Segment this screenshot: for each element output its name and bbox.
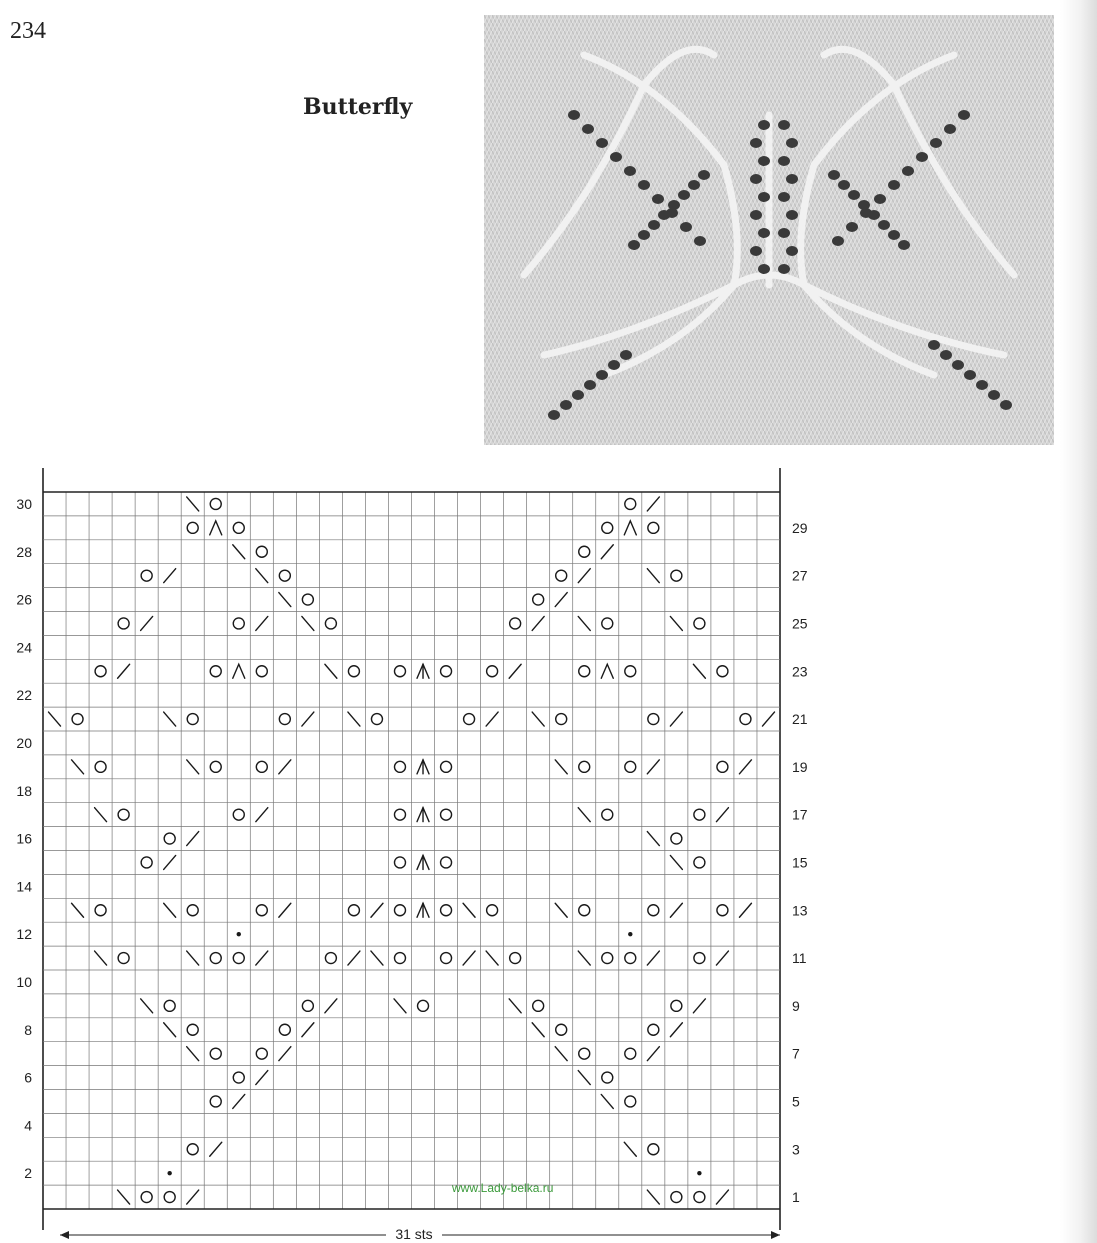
chart-grid	[43, 468, 780, 1230]
chart-symbol	[578, 569, 590, 583]
row-number-24: 24	[16, 639, 32, 656]
chart-symbol	[167, 1171, 171, 1175]
chart-symbol	[210, 1142, 222, 1156]
chart-symbol	[694, 809, 705, 820]
chart-symbol	[556, 714, 567, 725]
chart-symbol	[95, 951, 107, 965]
chart-symbol	[417, 808, 429, 822]
chart-symbol	[694, 1192, 705, 1203]
chart-symbol	[256, 569, 268, 583]
chart-symbol	[648, 522, 659, 533]
chart-symbol	[441, 809, 452, 820]
chart-symbol	[670, 855, 682, 869]
chart-symbol	[555, 903, 567, 917]
stitch-count-label: 31 sts	[395, 1226, 433, 1242]
chart-symbol	[671, 1192, 682, 1203]
row-number-6: 6	[24, 1069, 32, 1086]
chart-symbol	[394, 905, 405, 916]
knitting-chart	[0, 460, 1097, 1243]
chart-symbol	[233, 618, 244, 629]
chart-symbol	[348, 951, 360, 965]
chart-symbol	[487, 905, 498, 916]
row-number-3: 3	[792, 1141, 800, 1158]
chart-symbol	[648, 905, 659, 916]
row-number-14: 14	[16, 878, 32, 895]
chart-symbol	[463, 951, 475, 965]
chart-symbol	[417, 664, 429, 678]
chart-symbol	[717, 905, 728, 916]
chart-symbol	[670, 1023, 682, 1037]
chart-symbol	[441, 666, 452, 677]
chart-symbol	[256, 666, 267, 677]
chart-symbol	[164, 712, 176, 726]
chart-symbol	[647, 1047, 659, 1061]
chart-symbol	[556, 1024, 567, 1035]
chart-symbol	[164, 903, 176, 917]
chart-symbol	[648, 714, 659, 725]
chart-symbol	[72, 714, 83, 725]
row-number-2: 2	[24, 1165, 32, 1182]
row-number-7: 7	[792, 1045, 800, 1062]
chart-symbol	[602, 953, 613, 964]
chart-symbol	[556, 570, 567, 581]
chart-symbol	[647, 569, 659, 583]
chart-symbol	[417, 903, 429, 917]
chart-symbol	[233, 522, 244, 533]
chart-symbol	[233, 545, 245, 559]
chart-symbol	[717, 761, 728, 772]
chart-symbol	[141, 570, 152, 581]
chart-symbol	[118, 664, 130, 678]
chart-symbol	[233, 809, 244, 820]
chart-symbol	[210, 666, 221, 677]
chart-symbol	[601, 664, 613, 678]
chart-symbol	[279, 1024, 290, 1035]
chart-symbol	[394, 857, 405, 868]
chart-symbol	[418, 1000, 429, 1011]
chart-symbol	[671, 570, 682, 581]
chart-symbol	[602, 809, 613, 820]
chart-symbol	[233, 1094, 245, 1108]
chart-symbol	[49, 712, 61, 726]
chart-symbol	[118, 1190, 130, 1204]
chart-symbol	[95, 905, 106, 916]
chart-symbol	[164, 569, 176, 583]
row-number-22: 22	[16, 687, 32, 704]
chart-symbol	[118, 809, 129, 820]
chart-symbol	[371, 903, 383, 917]
chart-symbol	[233, 664, 245, 678]
chart-symbol	[348, 905, 359, 916]
chart-symbol	[279, 1047, 291, 1061]
chart-symbol	[628, 932, 632, 936]
chart-symbol	[694, 618, 705, 629]
row-number-8: 8	[24, 1021, 32, 1038]
chart-symbol	[532, 712, 544, 726]
chart-symbol	[694, 953, 705, 964]
row-number-16: 16	[16, 830, 32, 847]
chart-symbol	[187, 497, 199, 511]
stitch-count-indicator	[60, 1225, 780, 1243]
row-number-11: 11	[792, 950, 807, 967]
chart-symbol	[279, 760, 291, 774]
chart-symbol	[716, 1190, 728, 1204]
chart-symbol	[670, 903, 682, 917]
chart-symbol	[670, 712, 682, 726]
swatch-photo	[484, 15, 1054, 445]
chart-symbol	[441, 953, 452, 964]
chart-symbol	[671, 833, 682, 844]
chart-symbol	[601, 1094, 613, 1108]
chart-symbol	[348, 712, 360, 726]
chart-symbol	[624, 1142, 636, 1156]
chart-symbol	[348, 666, 359, 677]
page-number: 234	[10, 18, 46, 44]
chart-symbol	[210, 498, 221, 509]
row-number-25: 25	[792, 615, 808, 632]
chart-symbol	[256, 1048, 267, 1059]
chart-symbol	[533, 1000, 544, 1011]
chart-symbol	[187, 951, 199, 965]
chart-symbol	[648, 1024, 659, 1035]
chart-symbol	[693, 664, 705, 678]
chart-symbol	[579, 546, 590, 557]
chart-symbol	[510, 618, 521, 629]
chart-symbol	[256, 905, 267, 916]
chart-symbol	[647, 760, 659, 774]
chart-symbol	[647, 832, 659, 846]
chart-symbol	[579, 666, 590, 677]
chart-symbol	[625, 1048, 636, 1059]
chart-symbol	[578, 1071, 590, 1085]
chart-symbol	[509, 664, 521, 678]
chart-symbol	[533, 594, 544, 605]
chart-symbol	[555, 593, 567, 607]
chart-symbol	[625, 761, 636, 772]
chart-symbol	[164, 1000, 175, 1011]
chart-symbol	[578, 616, 590, 630]
chart-symbol	[394, 999, 406, 1013]
chart-symbol	[164, 833, 175, 844]
chart-symbol	[739, 903, 751, 917]
chart-symbol	[371, 951, 383, 965]
chart-symbol	[487, 666, 498, 677]
chart-symbol	[233, 953, 244, 964]
chart-symbol	[463, 903, 475, 917]
chart-symbol	[210, 953, 221, 964]
chart-symbol	[464, 714, 475, 725]
chart-symbol	[441, 761, 452, 772]
chart-symbol	[555, 1047, 567, 1061]
chart-symbol	[762, 712, 774, 726]
chart-symbol	[279, 570, 290, 581]
chart-symbol	[578, 808, 590, 822]
chart-symbol	[394, 953, 405, 964]
chart-symbol	[647, 951, 659, 965]
chart-symbol	[141, 999, 153, 1013]
chart-symbol	[739, 760, 751, 774]
chart-symbol	[625, 498, 636, 509]
row-number-20: 20	[16, 734, 32, 751]
chart-symbol	[579, 761, 590, 772]
chart-symbol	[602, 522, 613, 533]
chart-symbol	[233, 1072, 244, 1083]
row-number-13: 13	[792, 902, 808, 919]
chart-symbol	[697, 1171, 701, 1175]
chart-symbol	[510, 953, 521, 964]
chart-symbol	[256, 546, 267, 557]
row-number-15: 15	[792, 854, 808, 871]
row-number-17: 17	[792, 806, 808, 823]
chart-symbol	[716, 951, 728, 965]
chart-symbol	[717, 666, 728, 677]
chart-symbol	[532, 1023, 544, 1037]
chart-symbol	[187, 714, 198, 725]
chart-symbol	[187, 1047, 199, 1061]
chart-symbol	[325, 953, 336, 964]
chart-symbol	[164, 1023, 176, 1037]
chart-symbol	[579, 905, 590, 916]
row-number-26: 26	[16, 591, 32, 608]
chart-symbol	[187, 1144, 198, 1155]
chart-symbol	[325, 618, 336, 629]
row-number-12: 12	[16, 926, 32, 943]
chart-symbol	[141, 857, 152, 868]
chart-symbol	[578, 951, 590, 965]
chart-symbol	[210, 1096, 221, 1107]
chart-symbol	[694, 857, 705, 868]
chart-symbol	[95, 666, 106, 677]
chart-symbol	[95, 808, 107, 822]
chart-symbol	[441, 857, 452, 868]
chart-symbol	[647, 1190, 659, 1204]
row-number-28: 28	[16, 543, 32, 560]
chart-symbol	[602, 618, 613, 629]
chart-symbol	[210, 1048, 221, 1059]
chart-symbol	[256, 761, 267, 772]
chart-symbol	[118, 618, 129, 629]
row-number-5: 5	[792, 1093, 800, 1110]
chart-symbol	[625, 1096, 636, 1107]
chart-symbol	[647, 497, 659, 511]
chart-symbol	[164, 855, 176, 869]
chart-symbol	[72, 760, 84, 774]
chart-symbol	[141, 616, 153, 630]
chart-symbol	[602, 1072, 613, 1083]
chart-symbol	[237, 932, 241, 936]
chart-symbol	[441, 905, 452, 916]
watermark: www.Lady-belka.ru	[452, 1181, 554, 1195]
chart-symbol	[302, 1023, 314, 1037]
chart-symbol	[302, 712, 314, 726]
chart-symbol	[417, 760, 429, 774]
chart-symbol	[302, 594, 313, 605]
chart-symbol	[716, 808, 728, 822]
chart-symbol	[693, 999, 705, 1013]
chart-symbol	[532, 616, 544, 630]
chart-symbol	[187, 1190, 199, 1204]
chart-symbol	[648, 1144, 659, 1155]
row-number-19: 19	[792, 758, 808, 775]
chart-symbol	[187, 760, 199, 774]
chart-symbol	[486, 951, 498, 965]
chart-symbol	[187, 522, 198, 533]
chart-symbol	[256, 1071, 268, 1085]
row-number-18: 18	[16, 782, 32, 799]
chart-symbol	[509, 999, 521, 1013]
chart-symbol	[141, 1192, 152, 1203]
chart-symbol	[670, 616, 682, 630]
chart-symbol	[325, 664, 337, 678]
chart-symbol	[740, 714, 751, 725]
chart-symbol	[325, 999, 337, 1013]
chart-symbol	[187, 832, 199, 846]
chart-symbol	[486, 712, 498, 726]
chart-symbol	[256, 808, 268, 822]
row-number-10: 10	[16, 973, 32, 990]
chart-symbol	[302, 616, 314, 630]
chart-symbol	[394, 809, 405, 820]
chart-symbol	[555, 760, 567, 774]
chart-symbol	[95, 761, 106, 772]
chart-symbol	[187, 1024, 198, 1035]
chart-symbol	[256, 951, 268, 965]
chart-symbol	[256, 616, 268, 630]
row-number-29: 29	[792, 519, 808, 536]
chart-symbol	[210, 761, 221, 772]
chart-symbol	[579, 1048, 590, 1059]
chart-symbol	[394, 666, 405, 677]
chart-symbol	[371, 714, 382, 725]
row-number-1: 1	[792, 1189, 800, 1206]
chart-symbol	[394, 761, 405, 772]
pattern-title: Butterfly	[303, 94, 413, 120]
chart-symbol	[302, 1000, 313, 1011]
row-number-27: 27	[792, 567, 808, 584]
chart-symbol	[187, 905, 198, 916]
row-number-21: 21	[792, 711, 808, 728]
chart-symbol	[625, 953, 636, 964]
row-number-4: 4	[24, 1117, 32, 1134]
chart-symbol	[279, 903, 291, 917]
chart-symbol	[417, 855, 429, 869]
chart-symbol	[624, 521, 636, 535]
chart-symbol	[625, 666, 636, 677]
chart-symbol	[671, 1000, 682, 1011]
chart-symbol	[118, 953, 129, 964]
chart-symbol	[72, 903, 84, 917]
chart-symbol	[279, 714, 290, 725]
chart-symbol	[279, 593, 291, 607]
chart-symbol	[601, 545, 613, 559]
chart-symbol	[164, 1192, 175, 1203]
chart-symbol	[210, 521, 222, 535]
row-number-23: 23	[792, 663, 808, 680]
row-number-30: 30	[16, 495, 32, 512]
row-number-9: 9	[792, 997, 800, 1014]
